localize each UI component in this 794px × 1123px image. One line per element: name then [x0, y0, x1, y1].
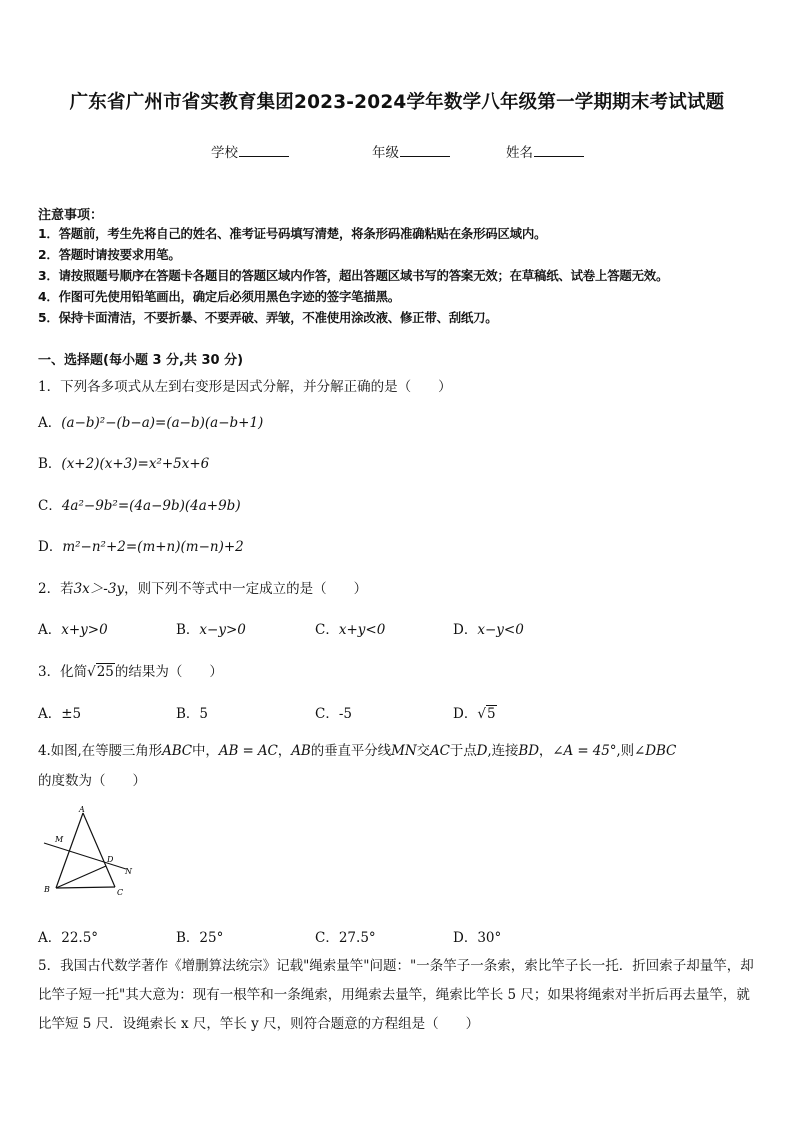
- option-text: 4a²−9b²=(4a−9b)(4a+9b): [61, 498, 241, 514]
- note-item: 3．请按照题号顺序在答题卡各题目的答题区域内作答，超出答题区域书写的答案无效；在草稿纸、试卷上答题无效。: [38, 268, 669, 283]
- q2-option-a: [38, 618, 108, 638]
- q2-condition: 3x＞-3y: [73, 581, 125, 597]
- exam-title: 广东省广州市省实教育集团2023-2024学年数学八年级第一学期期末考试试题: [69, 92, 725, 113]
- name-field: [506, 141, 584, 161]
- q3-option-d: [453, 702, 497, 722]
- school-label: 学校: [211, 145, 238, 161]
- q1-stem: 1．下列各多项式从左到右变形是因式分解，并分解正确的是（ ）: [38, 379, 452, 395]
- q4-math: AC: [429, 743, 450, 759]
- q4-math: BD: [518, 743, 539, 759]
- notes-heading: 注意事项：: [38, 208, 104, 223]
- q1-option-c: [38, 494, 241, 514]
- point-c-label: C: [117, 888, 124, 897]
- note-item: 4．作图可先使用铅笔画出，确定后必须用黑色字迹的签字笔描黑。: [38, 289, 400, 304]
- option-text: ±5: [61, 706, 82, 722]
- sqrt-symbol: √: [477, 706, 486, 722]
- q1-option-a: [38, 411, 263, 431]
- option-label: D．: [453, 930, 478, 946]
- segment-bd: [56, 866, 106, 888]
- option-label: B．: [176, 930, 200, 946]
- q3-option-b: [176, 702, 208, 722]
- side-bc: [56, 887, 115, 888]
- option-label: D．: [38, 539, 63, 555]
- note-item: 5．保持卡面清洁，不要折暴、不要弄破、弄皱，不准使用涂改液、修正带、刮纸刀。: [38, 310, 498, 325]
- triangle-figure: [38, 806, 138, 902]
- grade-label: 年级: [372, 145, 399, 161]
- q4-stem-line2: 的度数为（ ）: [38, 773, 146, 789]
- point-n-label: N: [125, 867, 132, 876]
- option-label: A．: [38, 930, 62, 946]
- q5-stem: 5．我国古代数学著作《增删算法统宗》记载"绳索量竿"问题："一条竿子一条索，索比竿子长一托．折回索子却量竿，却比竿子短一托"其大意为：现有一根竿和一条绳索，用绳索去量竿，绳索比竿长 5 尺；如果将绳索对半折后再去量竿，就比竿短 5 尺．设绳索长 x 尺，竿长 y 尺，则符合题意的方程组是（ ）: [38, 958, 754, 1032]
- option-label: B．: [176, 706, 200, 722]
- point-m-label: M: [55, 835, 64, 844]
- option-label: B．: [176, 622, 200, 638]
- side-ac: [83, 813, 115, 887]
- q3-option-c: [315, 702, 352, 722]
- q4-option-d: [453, 926, 501, 946]
- q4-math: ABC: [162, 743, 193, 759]
- option-label: C．: [315, 930, 339, 946]
- sqrt-symbol: √: [87, 664, 96, 680]
- option-label: D．: [453, 706, 478, 722]
- side-ab: [56, 813, 83, 888]
- option-text: m²−n²+2=(m+n)(m−n)+2: [62, 539, 244, 555]
- point-a-label: A: [79, 806, 85, 814]
- option-label: A．: [38, 622, 62, 638]
- grade-field: [372, 141, 450, 161]
- q3-stem: [38, 660, 223, 680]
- q3-radicand: 25: [96, 664, 114, 680]
- option-text: -5: [338, 706, 352, 722]
- option-label: A．: [38, 706, 62, 722]
- school-blank: [239, 144, 289, 157]
- q4-math: MN: [391, 743, 417, 759]
- option-label: C．: [38, 498, 62, 514]
- q4-text: ,连接: [487, 743, 519, 759]
- option-label: D．: [453, 622, 478, 638]
- name-label: 姓名: [506, 145, 533, 161]
- q4-math: ∠A = 45°: [552, 743, 617, 759]
- option-text: 22.5°: [61, 930, 99, 946]
- q3-option-a: [38, 702, 81, 722]
- q4-math: D: [476, 743, 488, 759]
- option-text: x−y<0: [477, 622, 524, 638]
- option-text: 30°: [477, 930, 502, 946]
- point-b-label: B: [44, 885, 50, 894]
- q4-text: 交: [416, 743, 430, 759]
- option-label: A．: [38, 415, 62, 431]
- option-text: x+y<0: [338, 622, 386, 638]
- name-blank: [534, 144, 584, 157]
- q4-text: ，: [538, 743, 553, 759]
- line-mn: [44, 843, 126, 869]
- q4-text: 中，: [192, 743, 219, 759]
- q2-stem: [38, 577, 367, 597]
- q4-text: 4.如图,在等腰三角形: [38, 743, 163, 759]
- option-text: x−y>0: [199, 622, 246, 638]
- option-text: 5: [199, 706, 209, 722]
- q2-option-c: [315, 618, 385, 638]
- q3-stem-post: 的结果为（ ）: [114, 664, 223, 680]
- option-label: B．: [38, 456, 62, 472]
- q4-text: ,则: [616, 743, 635, 759]
- option-text: 25°: [199, 930, 224, 946]
- q4-stem-line1: [38, 739, 676, 759]
- q1-option-b: [38, 452, 209, 472]
- option-text: (x+2)(x+3)=x²+5x+6: [61, 456, 210, 472]
- q4-text: 的垂直平分线: [310, 743, 392, 759]
- note-item: 2．答题时请按要求用笔。: [38, 247, 181, 262]
- option-text: 27.5°: [338, 930, 376, 946]
- q4-math: ∠DBC: [634, 743, 677, 759]
- q4-math: AB: [291, 743, 311, 759]
- note-item: 1．答题前，考生先将自己的姓名、准考证号码填写清楚，将条形码准确粘贴在条形码区域内。: [38, 226, 547, 241]
- option-text: x+y>0: [61, 622, 108, 638]
- q1-option-d: [38, 535, 244, 555]
- option-label: C．: [315, 622, 339, 638]
- grade-blank: [400, 144, 450, 157]
- q2-stem-pre: 2．若: [38, 581, 74, 597]
- q4-option-c: [315, 926, 376, 946]
- q4-text: 于点: [449, 743, 477, 759]
- q4-math: AB = AC: [218, 743, 278, 759]
- q4-option-b: [176, 926, 223, 946]
- option-text: (a−b)²−(b−a)=(a−b)(a−b+1): [61, 415, 264, 431]
- q2-option-b: [176, 618, 246, 638]
- school-field: [211, 141, 289, 161]
- q3-stem-pre: 3．化简: [38, 664, 88, 680]
- q2-stem-post: ，则下列不等式中一定成立的是（ ）: [124, 581, 368, 597]
- q4-text: ，: [277, 743, 292, 759]
- q2-option-d: [453, 618, 524, 638]
- option-label: C．: [315, 706, 339, 722]
- q4-option-a: [38, 926, 98, 946]
- point-d-label: D: [107, 855, 114, 864]
- option-radicand: 5: [486, 706, 496, 722]
- section-heading: 一、选择题(每小题 3 分,共 30 分): [38, 353, 244, 368]
